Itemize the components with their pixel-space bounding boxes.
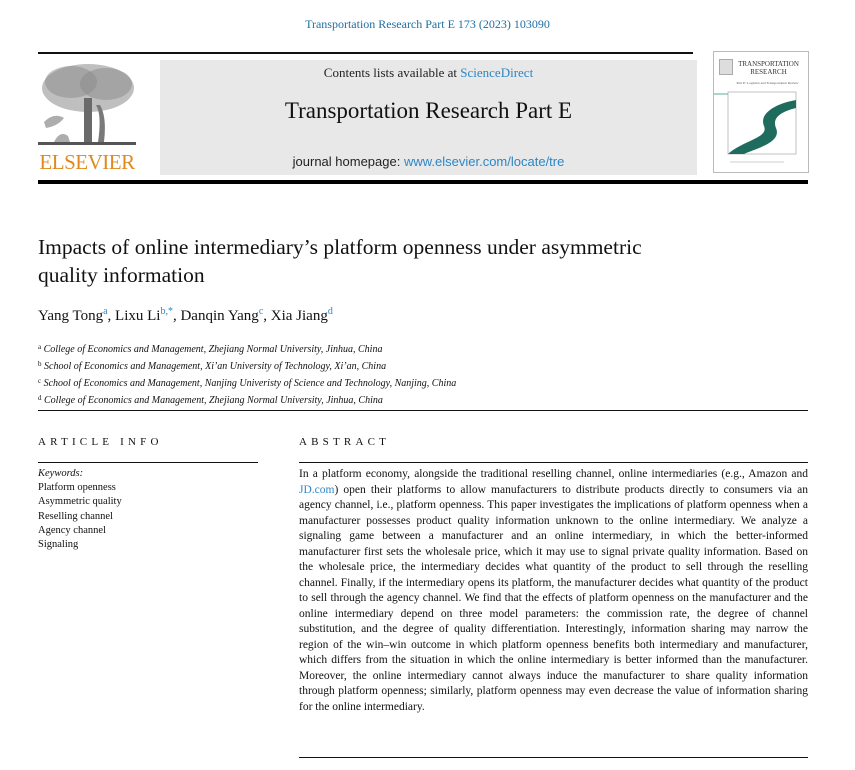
keyword-item: Asymmetric quality: [38, 496, 122, 508]
header-thick-divider: [38, 180, 808, 184]
affiliation-ref[interactable]: b,*: [160, 306, 173, 317]
affiliation-label: d: [38, 394, 42, 402]
abstract-text: [299, 467, 808, 715]
elsevier-tree-icon: [36, 60, 138, 148]
contents-line: [160, 65, 697, 81]
cover-road-icon: [714, 90, 808, 172]
abstract-heading: ABSTRACT: [299, 436, 391, 448]
abstract-part-2: ) open their platforms to allow manufacturers to distribute products directly to consumers via an agency channel, i.e., platform openness. This paper investigates the implications of platform openness when a manufacturer possesses product quality information unknown to the online intermediary. We analyze a signaling game between a manufacturer and an online intermediary, in which the better-informed manufacturer first sets the wholesale price, which it may use to signal private quality information. Based on the wholesale price, the intermediary decides what quantity of the product to sell through the reselling channel. Finally, if the intermediary opens its platform, the manufacturer decides what quantity of the product to sell through the agency channel. We find that the effects of platform openness on the manufacturer and the online intermediary depend on three model parameters: the commission rate, the degree of channel substitution, and the degree of quality differentiation. Interestingly, information sharing may narrow the region of the win–win outcome in which platform openness benefits both intermediary and manufacturer, which differs from the situation in which the online intermediary is better informed than the manufacturer. Moreover, the online intermediary cannot always induce the manufacturer to share quality information through platform openness; similarly, platform openness may even decrease the value of information sharing for the online intermediary.: [299, 483, 808, 713]
affiliation-item: [38, 340, 456, 357]
keyword-item: Agency channel: [38, 524, 106, 536]
affiliation-label: b: [38, 360, 42, 368]
article-info-heading: ARTICLE INFO: [38, 436, 163, 448]
author-name[interactable]: Xia Jiang: [270, 308, 328, 324]
author-name[interactable]: Lixu Li: [115, 308, 161, 324]
author-name[interactable]: Yang Tong: [38, 308, 104, 324]
author-name[interactable]: Danqin Yang: [180, 308, 259, 324]
affiliation-label: a: [38, 343, 42, 351]
homepage-prefix: journal homepage:: [292, 154, 404, 169]
affiliation-text: School of Economics and Management, Xi’an University of Technology, Xi’an, China: [44, 361, 387, 372]
journal-title: Transportation Research Part E: [284, 98, 573, 123]
journal-citation[interactable]: Transportation Research Part E 173 (2023) 103090: [305, 17, 550, 31]
affiliation-item: [38, 391, 456, 408]
affiliation-ref[interactable]: c: [258, 306, 264, 317]
affiliation-text: College of Economics and Management, Zhejiang Normal University, Jinhua, China: [44, 395, 383, 406]
homepage-line: [160, 154, 697, 169]
elsevier-wordmark: ELSEVIER: [39, 150, 135, 174]
affiliation-list: [38, 340, 456, 408]
homepage-link[interactable]: www.elsevier.com/locate/tre: [403, 154, 565, 169]
keywords-block: [38, 467, 122, 552]
affiliation-text: School of Economics and Management, Nanjing Univeristy of Science and Technology, Nanjing, China: [43, 378, 457, 389]
sciencedirect-link[interactable]: ScienceDirect: [460, 65, 534, 80]
cover-title-line2: RESEARCH: [750, 68, 787, 76]
abstract-divider: [299, 462, 808, 463]
cover-title-line1: TRANSPORTATION: [738, 60, 799, 68]
affiliation-text: College of Economics and Management, Zhejiang Normal University, Jinhua, China: [43, 344, 383, 355]
contents-prefix: Contents lists available at: [323, 65, 461, 80]
cover-publisher-icon: [719, 59, 733, 75]
abstract-part-1: In a platform economy, alongside the traditional reselling channel, online intermediaries (e.g., Amazon and: [299, 468, 808, 480]
affiliation-item: [38, 374, 456, 391]
elsevier-logo[interactable]: [36, 60, 138, 175]
journal-cover[interactable]: [713, 51, 809, 173]
affiliation-label: c: [38, 377, 42, 385]
affiliation-ref[interactable]: d: [327, 306, 333, 317]
section-divider: [38, 410, 808, 411]
abstract-end-divider: [299, 757, 808, 758]
top-divider: [38, 52, 693, 54]
author-list: Yang Tong$^a$, Lixu $Li^{b,*}$, Danqin Yang$^c$, Xia Jiang$^d$: [38, 306, 333, 324]
cover-title: [732, 60, 805, 76]
keywords-label: Keywords:: [38, 468, 84, 479]
keyword-item: Reselling channel: [38, 510, 113, 522]
article-title: Impacts of online intermediary’s platform openness under asymmetric quality information: [38, 235, 642, 287]
journal-banner: [160, 60, 697, 175]
article-info-divider: [38, 462, 258, 463]
keyword-item: Platform openness: [38, 482, 116, 494]
affiliation-item: [38, 357, 456, 374]
affiliation-ref[interactable]: a: [103, 306, 108, 317]
cover-subtitle: Part E: Logistics and Transportation Review: [736, 81, 799, 85]
keyword-item: Signaling: [38, 539, 79, 551]
jd-com-link[interactable]: JD.com: [299, 483, 335, 496]
